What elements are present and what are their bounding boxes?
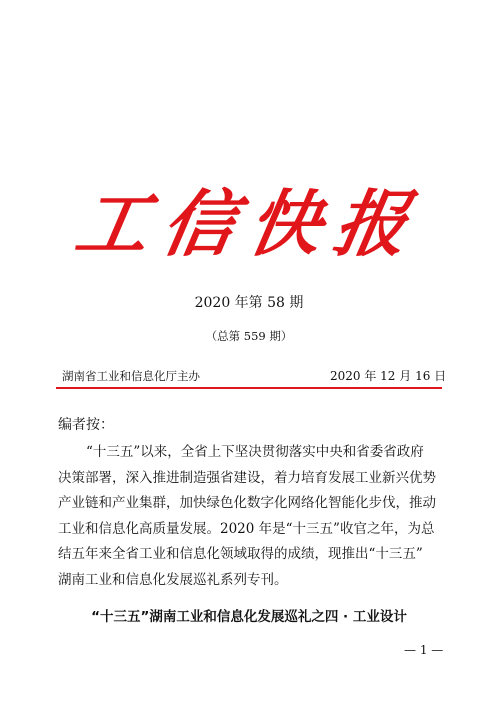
- masthead-title: 工信快报: [69, 181, 429, 266]
- editor-note-line: 产业链和产业集群，加快绿色化数字化网络化智能化步伐，推动: [58, 495, 436, 512]
- editor-note-body: [58, 440, 442, 594]
- publication-date: 2020 年 12 月 16 日: [330, 369, 447, 383]
- editor-note-line: “十三五”以来，全省上下坚决贯彻落实中央和省委省政府: [86, 444, 424, 460]
- issue-number: 2020 年第 58 期: [194, 295, 304, 311]
- series-title: “十三五”湖南工业和信息化发展巡礼之四 · 工业设计: [91, 609, 407, 625]
- editor-note-line: 结五年来全省工业和信息化领域取得的成绩，现推出“十三五”: [58, 546, 423, 563]
- total-issue-number: （总第 559 期）: [205, 329, 293, 343]
- page-number: — 1 —: [404, 643, 444, 657]
- sponsor: 湖南省工业和信息化厅主办: [62, 369, 200, 383]
- editor-note-line: 湖南工业和信息化发展巡礼系列专刊。: [58, 571, 288, 588]
- editor-note-line: 工业和信息化高质量发展。2020 年是“十三五”收官之年，为总: [58, 520, 435, 537]
- editor-note-label: 编者按：: [58, 417, 114, 433]
- editor-note-line: 决策部署，深入推进制造强省建设，着力培育发展工业新兴优势: [58, 469, 436, 486]
- header-divider: [56, 387, 442, 389]
